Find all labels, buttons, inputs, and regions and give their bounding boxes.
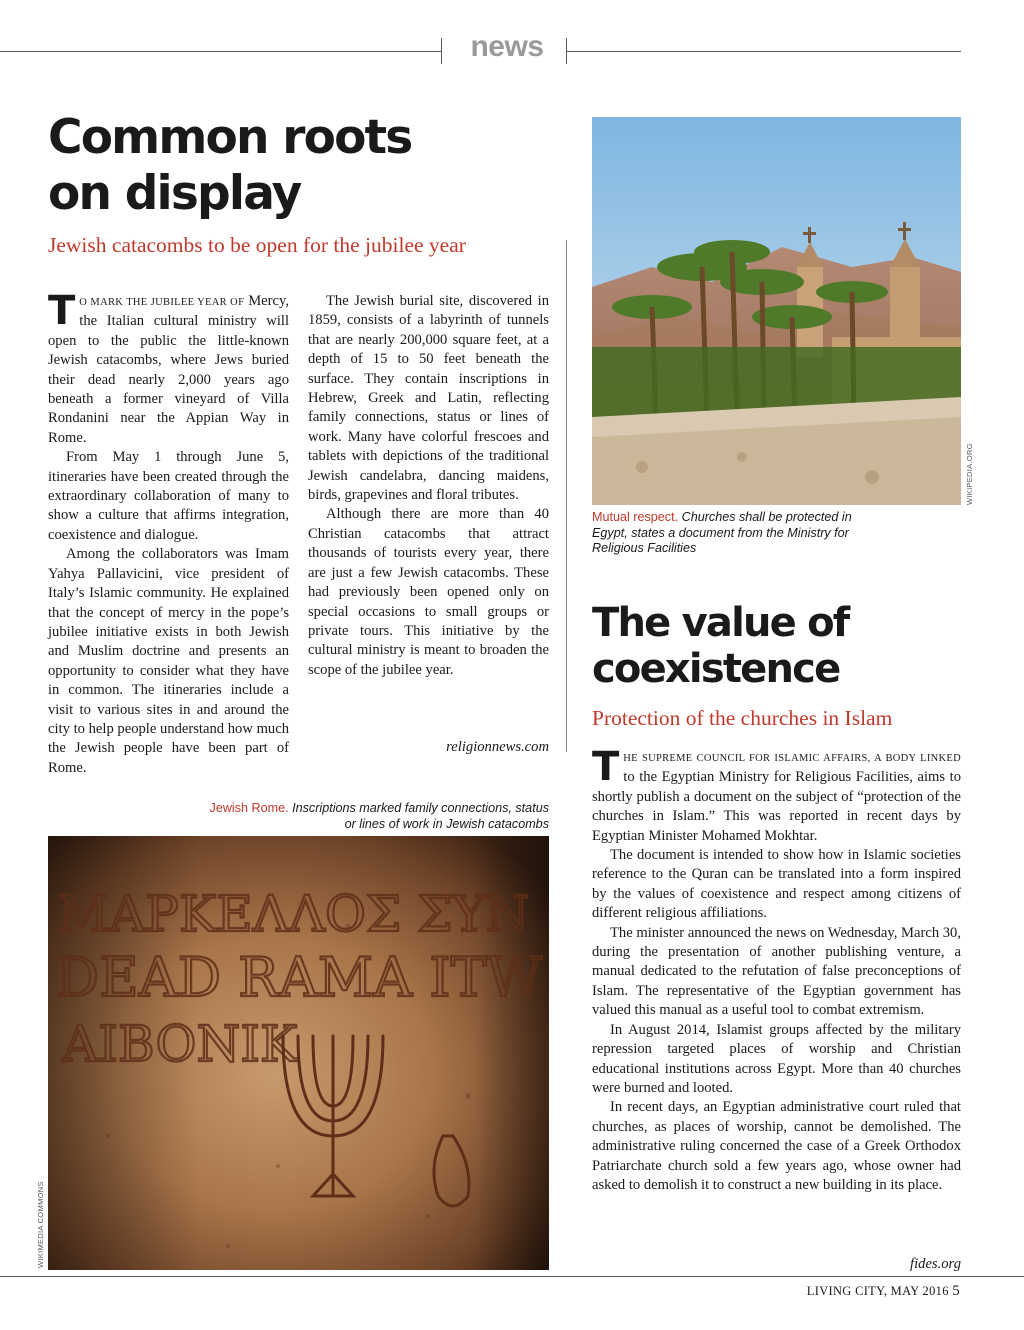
article2-deck: Protection of the churches in Islam [592, 706, 893, 730]
header-rule-right [566, 51, 961, 52]
footer-publication: LIVING CITY, MAY 2016 [806, 1284, 949, 1298]
catacomb-inscription-image [48, 836, 549, 1270]
article2-dropcap: T [592, 744, 620, 790]
article2-headline-line2: coexistence [592, 646, 840, 692]
article1-caption-text: Inscriptions marked family connections, status or lines of work in Jewish catacombs [292, 801, 549, 831]
article1-paragraph-2: From May 1 through June 5, itineraries have been created through the extraordinary collaboration of many to show a culture that affirms integration, coexistence and dialogue. [48, 449, 289, 543]
section-label: news [470, 30, 544, 63]
article2-source: fides.org [910, 1256, 961, 1272]
article2-headline-line1: The value of [592, 600, 849, 646]
article1-paragraph-4: The Jewish burial site, discovered in 1859, consists of a labyrinth of tunnels that are nearly 200,000 square feet, at a depth of 15 to 50 feet beneath the surface. They contain inscriptions in Hebrew, Greek and Latin, reflecting family connections, status or lines of work. Many have colorful frescoes and tablets with depictions of the traditional Jewish candelabra, dancing maidens, birds, grapevines and floral tributes. [308, 293, 549, 504]
article2-paragraph-1-text: to the Egyptian Ministry for Religious Facilities, aims to shortly publish a document on the subject of “protection of the churches in Islam.” This was reported in recent days by Egyptian Minister Mohamed Mokhtar. [592, 769, 961, 844]
article2-paragraph-2: The document is intended to show how in Islamic societies reference to the Quran can be translated into a form inspired by the values of coexistence and respect among citizens of different religious affiliations. [592, 847, 961, 922]
article2-caption-text: Churches shall be protected in Egypt, states a document from the Ministry for Religious Facilities [592, 510, 852, 555]
inscription-line-2: DEAD RAMA ITW [56, 946, 543, 1009]
catacomb-inscription-photo [48, 836, 549, 1270]
article1-paragraph-5: Although there are more than 40 Christian catacombs that attract thousands of tourists every year, there are just a few Jewish catacombs. These had previously been opened only on special occasions to small groups or private tours. This initiative by the cultural ministry is meant to broaden the scope of the jubilee year. [308, 506, 549, 678]
article1-headline [48, 110, 411, 222]
article1-dropcap: T [48, 288, 76, 334]
article2-paragraph-1 [592, 744, 961, 846]
article2-lead-smallcaps: HE SUPREME COUNCIL FOR ISLAMIC AFFAIRS, A BODY LINKED [623, 753, 961, 764]
article2-paragraph-4: In August 2014, Islamist groups affected by the military repression targeted places of worship and Christian educational institutions across Egypt. More than 40 churches were burned and looted. [592, 1021, 961, 1096]
article1-headline-line1: Common roots [48, 110, 412, 165]
article1-source: religionnews.com [446, 739, 549, 755]
header-tick-left [441, 38, 442, 64]
article2-paragraph-5: In recent days, an Egyptian administrative court ruled that churches, as places of worship, cannot be demolished. The administrative ruling concerned the case of a Greek Orthodox Patriarchate church sold a few years ago, whose owner had asked to demolish it to construct a new building in its place. [592, 1099, 961, 1193]
article1-column-1 [48, 288, 289, 778]
article2-caption [592, 510, 872, 557]
article2-headline [592, 600, 848, 692]
egypt-monastery-image [592, 117, 961, 505]
article1-caption [200, 801, 549, 832]
inscription-line-3: AIBONIK [62, 1015, 298, 1073]
article1-column-2 [308, 292, 549, 680]
article1-headline-line2: on display [48, 166, 301, 221]
article1-paragraph-1-text: Mercy, the Italian cultural ministry will open to the public the little-known Jewish catacombs, where Jews buried their dead nearly 2,000 years ago beneath a former vineyard of Villa Rondanini near the Appian Way in Rome. [48, 293, 289, 446]
article2-caption-lead: Mutual respect. [592, 510, 679, 524]
inscription-line-1: ΜΑΡΚΕΛΛΟΣ ΣΥΝ [58, 885, 530, 943]
column-divider [566, 240, 567, 752]
article2-photo-credit: WIKIPEDIA.ORG [965, 443, 974, 505]
header-rule-left [0, 51, 441, 52]
footer-page-number: 5 [952, 1283, 960, 1299]
egypt-monastery-photo [592, 117, 961, 505]
footer [807, 1283, 960, 1300]
article1-deck: Jewish catacombs to be open for the jubilee year [48, 233, 466, 257]
article2-column [592, 744, 962, 1195]
article1-paragraph-1 [48, 288, 289, 448]
article1-photo-credit: WIKIMEDIA COMMONS [36, 1181, 45, 1268]
footer-rule [0, 1276, 1024, 1277]
article1-paragraph-3: Among the collaborators was Imam Yahya Pallavicini, vice president of Italy’s Islamic community. He explained that the concept of mercy in the pope’s jubilee initiative exists in both Jewish and Muslim doctrine and presents an opportunity to consider what they have in common. The itineraries include a visit to various sites in and around the city to help people understand how much the Jewish people have been part of Rome. [48, 546, 289, 776]
article1-lead-smallcaps: O MARK THE JUBILEE YEAR OF [79, 297, 245, 308]
article2-paragraph-3: The minister announced the news on Wednesday, March 30, during the presentation of another publishing venture, a manual dedicated to the refutation of false preconceptions of Islam. The representative of the Egyptian government has valued this manual as a useful tool to combat extremism. [592, 924, 962, 1019]
article1-caption-lead: Jewish Rome. [209, 801, 289, 815]
